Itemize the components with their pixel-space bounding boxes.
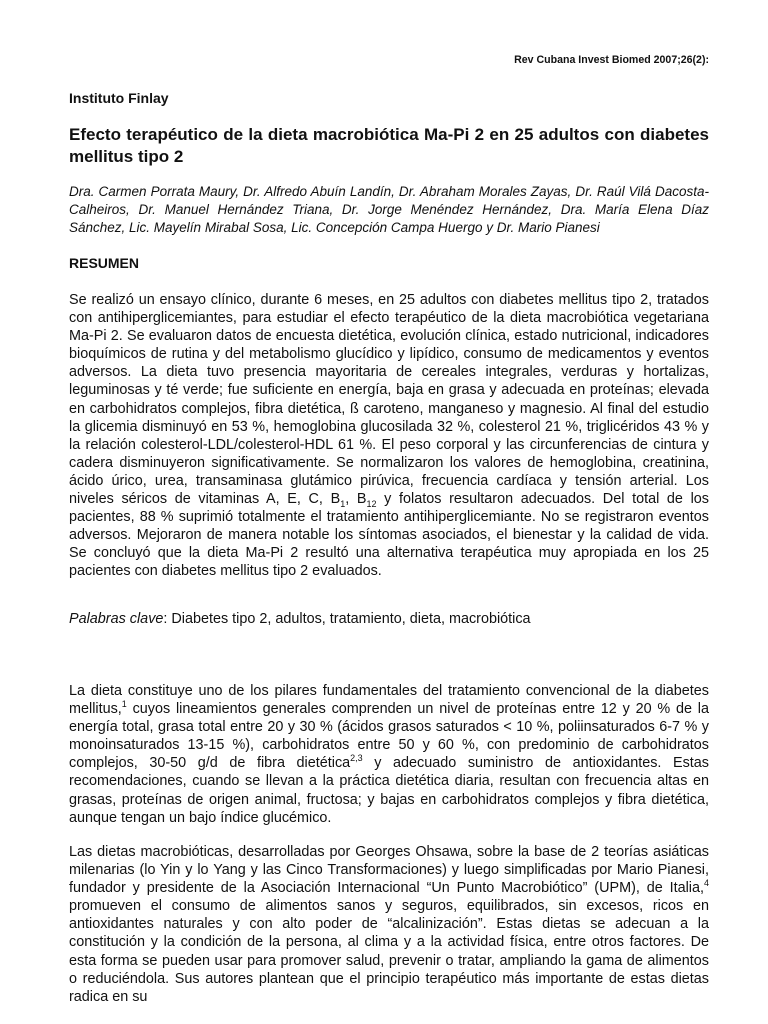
keywords-label: Palabras clave (69, 611, 164, 627)
institute-name: Instituto Finlay (69, 90, 169, 106)
p1-part-a: La dieta constituye uno de los pilares fundamentales del tratamiento convencional de la diabetes mellitus, (69, 683, 709, 718)
reference-4: 4 (703, 878, 709, 889)
p1-part-c: y adecuado suministro de antioxidantes. Estas recomendaciones, cuando se llevan a la práctica dietética diaria, resultan con frecuencia altas en grasas, proteínas de origen animal, fructosa; y bajas en carbohidratos complejos y fibra dietética, aunque tengan un bajo índice glucémico. (69, 755, 710, 826)
body-paragraph-2 (69, 843, 709, 1006)
abstract-part-b: , B (345, 491, 367, 508)
subscript-b12: 12 (366, 498, 377, 509)
abstract-heading: RESUMEN (69, 255, 140, 271)
article-title: Efecto terapéutico de la dieta macrobiótica Ma-Pi 2 en 25 adultos con diabetes mellitus tipo 2 (69, 125, 709, 166)
keywords-line (69, 610, 709, 628)
body-paragraph-1 (69, 682, 709, 827)
reference-1: 1 (121, 699, 127, 710)
author-list: Dra. Carmen Porrata Maury, Dr. Alfredo Abuín Landín, Dr. Abraham Morales Zayas, Dr. Raúl Vilá Dacosta-Calheiros, Dr. Manuel Hernández Triana, Dr. Jorge Menéndez Hernández, Dra. María Elena Díaz Sánchez, Lic. Mayelín Mirabal Sosa, Lic. Concepción Campa Huergo y Dr. Mario Pianesi (69, 184, 709, 235)
journal-reference: Rev Cubana Invest Biomed 2007;26(2): (514, 54, 709, 66)
abstract-part-c: y folatos resultaron adecuados. Del total de los pacientes, 88 % suprimió totalmente el tratamiento antihiperglicemiante. No se registraron eventos adversos. Mejoraron de manera notable los síntomas asociados, el bienestar y la calidad de vida. Se concluyó que la dieta Ma-Pi 2 resultó una alternativa terapéutica muy apropiada en los 25 pacientes con diabetes mellitus tipo 2 evaluados. (69, 491, 709, 580)
abstract-text (69, 291, 709, 581)
p2-part-b: promueven el consumo de alimentos sanos y seguros, equilibrados, sin excesos, ricos en antioxidantes naturales y con alto poder de “alcalinización”. Estas dietas se adecuan a la constitución y la condición de la persona, al clima y a la actividad física, entre otros factores. De esta forma se pueden usar para promover salud, prevenir o tratar, ampliando la gama de alimentos o reduciéndola. Sus autores plantean que el principio terapéutico más importante de estas dietas radica en su (69, 898, 709, 1005)
reference-2-3: 2,3 (350, 753, 363, 764)
subscript-b1: 1 (340, 498, 346, 509)
abstract-part-a: Se realizó un ensayo clínico, durante 6 meses, en 25 adultos con diabetes mellitus tipo 2, tratados con antihiperglicemiantes, para estudiar el efecto terapéutico de la dieta macrobiótica vegetariana Ma-Pi 2. Se evaluaron datos de encuesta dietética, evolución clínica, estado nutricional, indicadores bioquímicos de rutina y del metabolismo glucídico y lipídico, consumo de medicamentos y eventos adversos. La dieta tuvo presencia mayoritaria de cereales integrales, verduras y hortalizas, leguminosas y té verde; fue suficiente en energía, baja en grasa y adecuada en proteínas; elevada en carbohidratos complejos, fibra dietética, ß caroteno, manganeso y magnesio. Al final del estudio la glicemia disminuyó en 53 %, hemoglobina glucosilada 32 %, colesterol 21 %, triglicéridos 43 % y la relación colesterol-LDL/colesterol-HDL 61 %. El peso corporal y las circunferencias de cintura y cadera disminuyeron significativamente. Se normalizaron los valores de hemoglobina, creatinina, ácido úrico, urea, transaminasa glutámico pirúvica, frecuencia cardíaca y tensión arterial. Los niveles séricos de vitaminas A, E, C, B (69, 292, 709, 508)
p1-part-b: cuyos lineamientos generales comprenden un nivel de proteínas entre 12 y 20 % de la energía total, grasa total entre 20 y 30 % (ácidos grasos saturados < 10 %, poliinsaturados 6-7 % y monoinsaturados 13-15 %), carbohidratos entre 50 y 60 %, con predominio de carbohidratos complejos, 30-50 g/d de fibra dietética (69, 701, 709, 772)
p2-part-a: Las dietas macrobióticas, desarrolladas por Georges Ohsawa, sobre la base de 2 teorías asiáticas milenarias (lo Yin y lo Yang y las Cinco Transformaciones) y luego simplificadas por Mario Pianesi, fundador y presidente de la Asociación Internacional “Un Punto Macrobiótico” (UPM), de Italia, (69, 844, 709, 897)
keywords-text: : Diabetes tipo 2, adultos, tratamiento, dieta, macrobiótica (163, 611, 531, 627)
